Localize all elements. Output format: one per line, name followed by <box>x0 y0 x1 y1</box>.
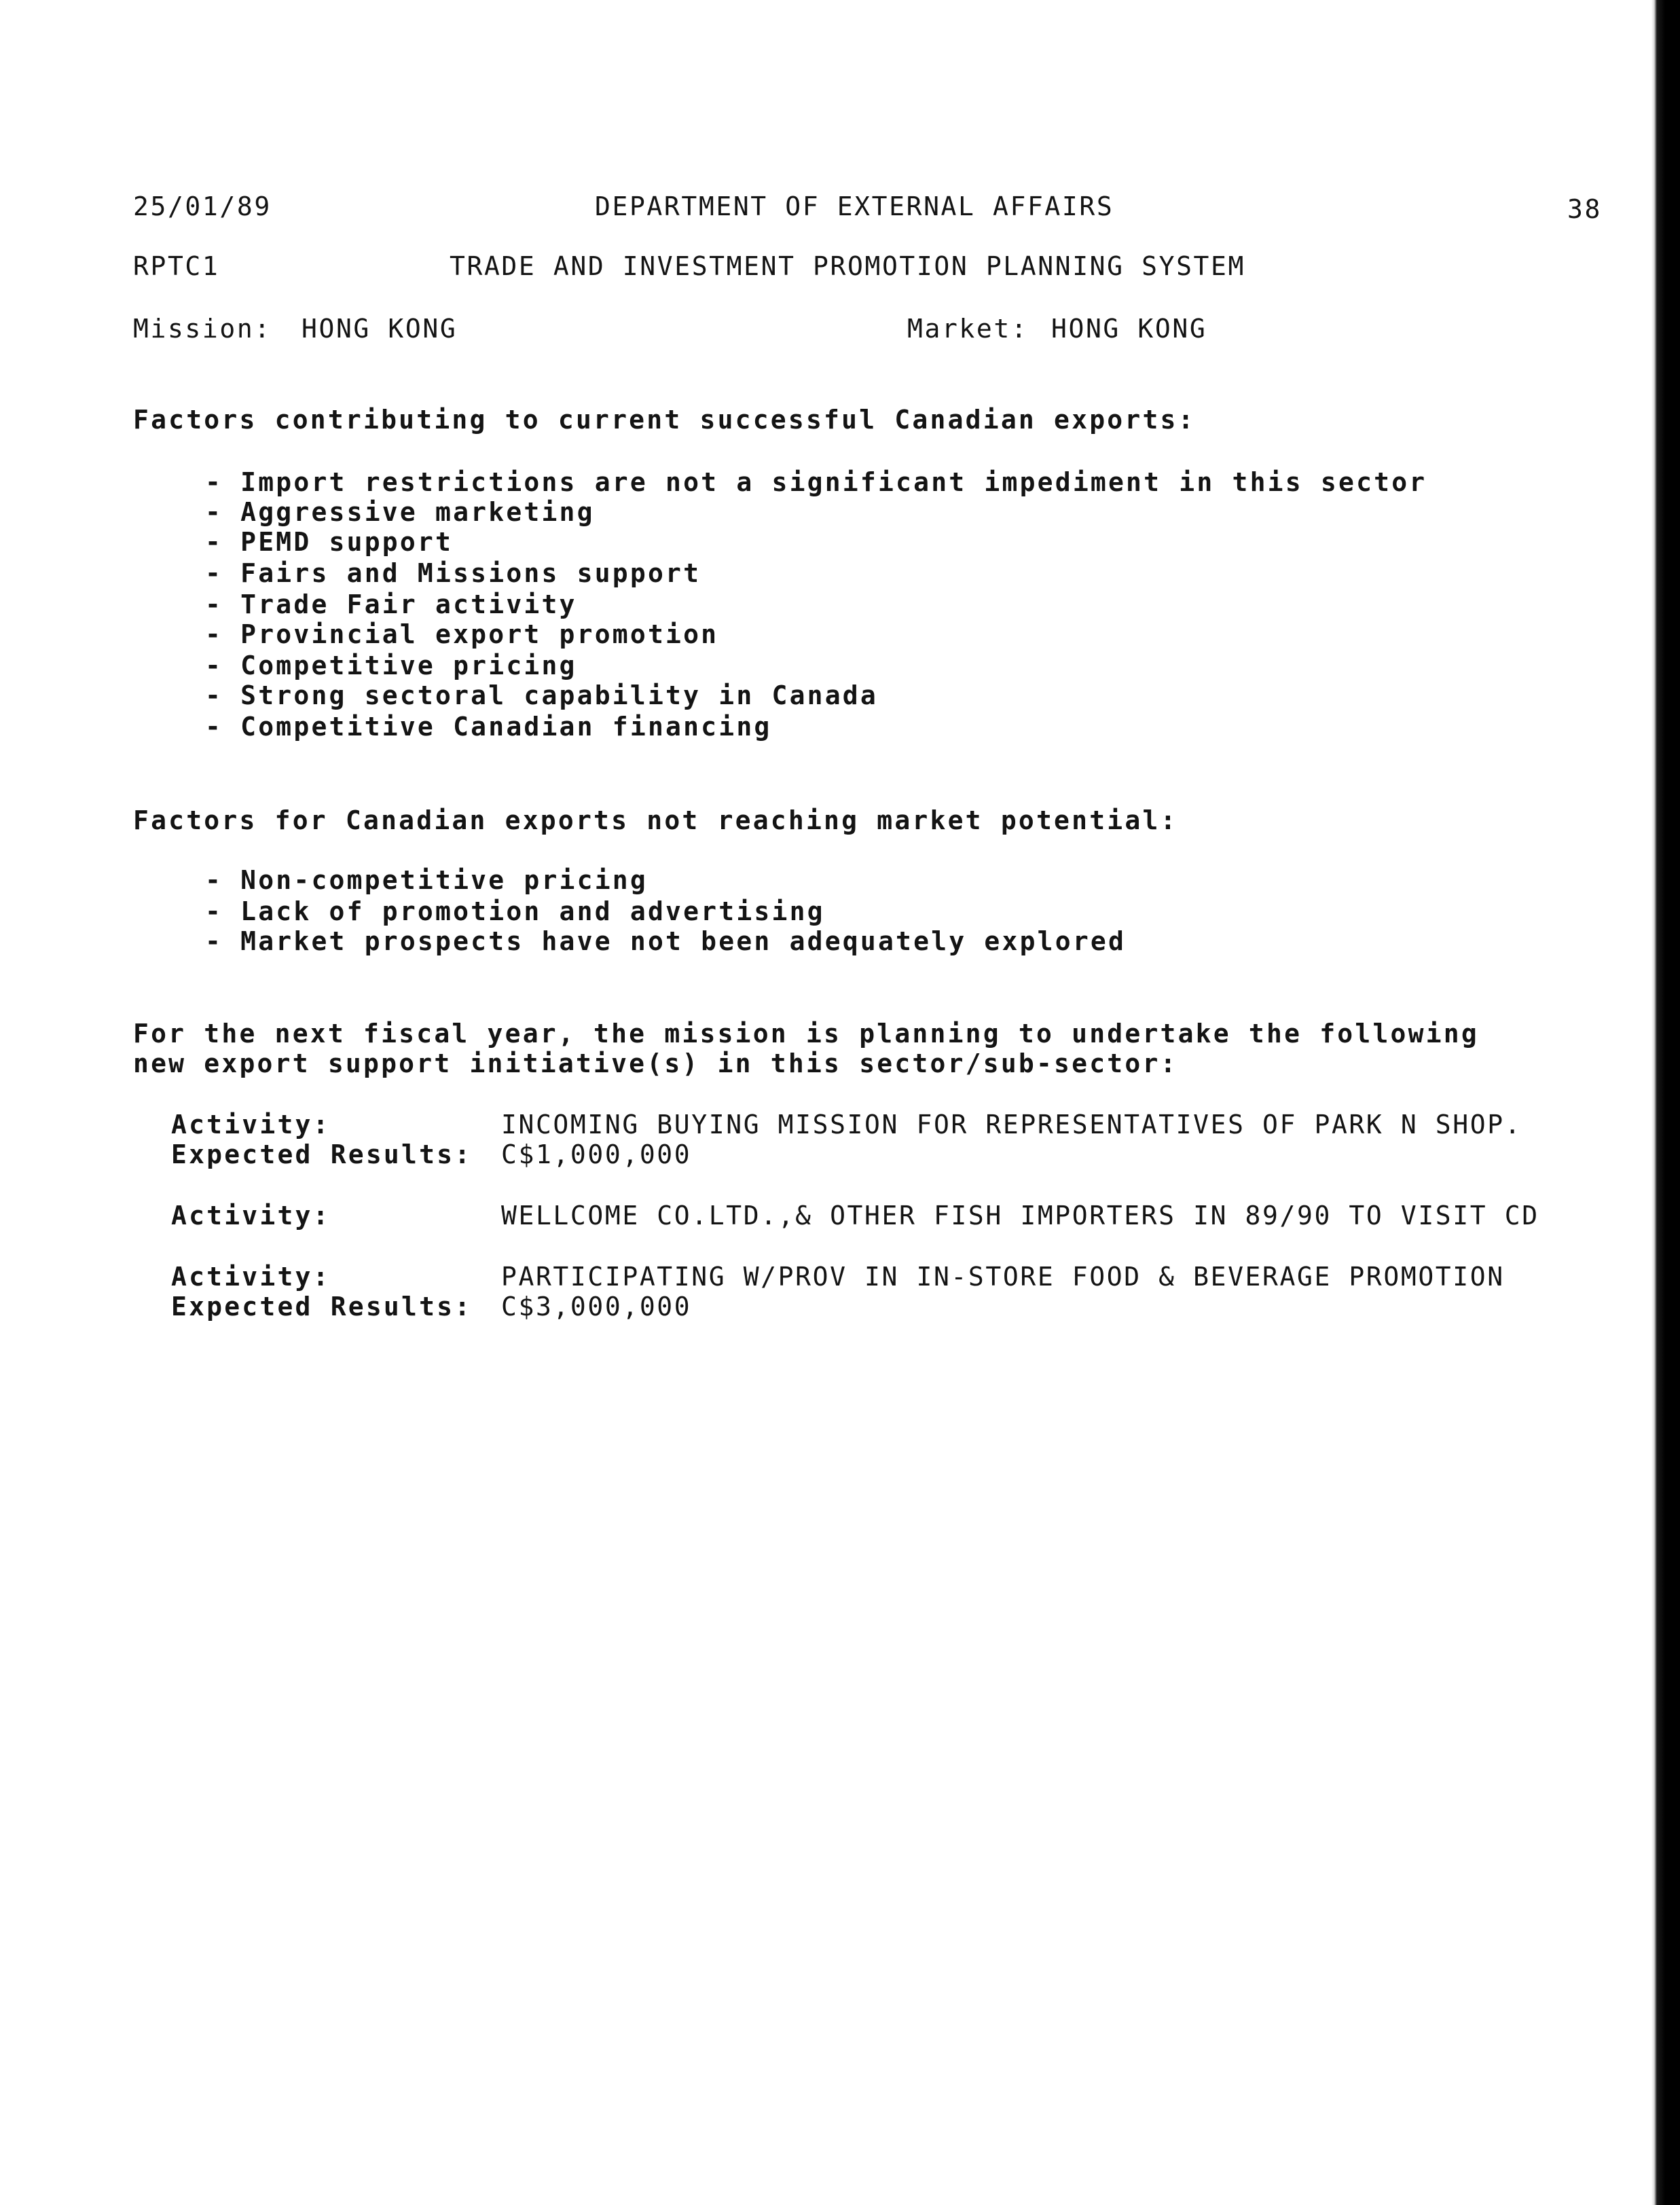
shortfall-factor-item: - Market prospects have not been adequately explored <box>205 926 1127 956</box>
success-factors-heading: Factors contributing to current successful Canadian exports: <box>133 405 1196 435</box>
expected-results-label: Expected Results: <box>171 1292 473 1322</box>
mission-label: Mission: <box>133 314 272 344</box>
report-code: RPTC1 <box>133 251 220 281</box>
activity-label: Activity: <box>171 1201 331 1231</box>
activity-value: PARTICIPATING W/PROV IN IN-STORE FOOD & BEVERAGE PROMOTION <box>501 1262 1505 1292</box>
success-factor-item: - PEMD support <box>205 527 454 557</box>
activity-label: Activity: <box>171 1110 331 1140</box>
success-factor-item: - Aggressive marketing <box>205 497 595 527</box>
success-factor-item: - Fairs and Missions support <box>205 558 701 588</box>
success-factor-item: - Provincial export promotion <box>205 619 719 649</box>
shortfall-factor-item: - Non-competitive pricing <box>205 865 648 895</box>
initiatives-intro: For the next fiscal year, the mission is planning to undertake the following <box>133 1019 1479 1049</box>
market-label: Market: <box>907 314 1029 344</box>
activity-value: WELLCOME CO.LTD.,& OTHER FISH IMPORTERS IN 89/90 TO VISIT CD <box>501 1201 1539 1231</box>
activity-label: Activity: <box>171 1262 331 1292</box>
success-factor-item: - Competitive pricing <box>205 651 577 680</box>
initiatives-intro: new export support initiative(s) in this sector/sub-sector: <box>133 1049 1178 1078</box>
mission-value: HONG KONG <box>302 314 458 344</box>
department-title: DEPARTMENT OF EXTERNAL AFFAIRS <box>595 192 1114 221</box>
shortfall-factors-heading: Factors for Canadian exports not reaching market potential: <box>133 805 1178 835</box>
success-factor-item: - Trade Fair activity <box>205 589 577 619</box>
expected-results-value: C$1,000,000 <box>501 1140 692 1169</box>
success-factor-item: - Import restrictions are not a significant impediment in this sector <box>205 467 1427 497</box>
report-date: 25/01/89 <box>133 192 272 221</box>
page-number: 38 <box>1567 194 1602 224</box>
expected-results-label: Expected Results: <box>171 1140 473 1169</box>
success-factor-item: - Strong sectoral capability in Canada <box>205 680 878 710</box>
shortfall-factor-item: - Lack of promotion and advertising <box>205 896 825 926</box>
expected-results-value: C$3,000,000 <box>501 1292 692 1322</box>
market-value: HONG KONG <box>1051 314 1207 344</box>
success-factor-item: - Competitive Canadian financing <box>205 712 772 742</box>
system-title: TRADE AND INVESTMENT PROMOTION PLANNING SYSTEM <box>450 251 1245 281</box>
scan-page-edge <box>1651 0 1680 2205</box>
activity-value: INCOMING BUYING MISSION FOR REPRESENTATIVES OF PARK N SHOP. <box>501 1110 1522 1140</box>
